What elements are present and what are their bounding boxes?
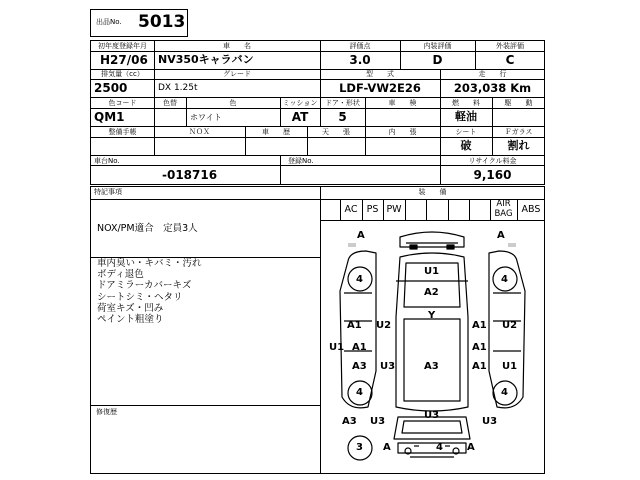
damage-mark: A: [383, 442, 391, 453]
damage-mark: A3: [342, 416, 357, 427]
year-label: 初年度登録年月: [98, 42, 147, 50]
damage-mark: U3: [370, 416, 386, 427]
damage-mark: A1: [472, 361, 487, 372]
displacement-label: 排気量（cc）: [101, 70, 144, 78]
damage-mark: 4: [501, 274, 508, 285]
exterior-grade: C: [505, 53, 515, 67]
remark-item: ボディ退色: [97, 269, 144, 281]
headliner-label: 天 張: [322, 128, 350, 136]
remark-item: シートシミ・ヘタリ: [97, 291, 183, 303]
lot-label: 出品No.: [96, 18, 122, 26]
remark-item: ドアミラーカバーキズ: [97, 280, 192, 292]
recycle-fee: 9,160: [473, 168, 512, 182]
first-registration: H27/06: [100, 53, 148, 67]
color-code: QM1: [94, 110, 125, 124]
damage-mark: 3: [356, 442, 363, 453]
grade-label: グレード: [223, 70, 251, 78]
remarks-list: [97, 258, 202, 325]
damage-mark: 4: [356, 387, 363, 398]
damage-mark: U3: [380, 361, 396, 372]
chassis-number: -018716: [162, 168, 218, 182]
lot-number: 5013: [138, 12, 186, 32]
maintenance-book-label: 整備手帳: [108, 128, 137, 136]
drive-label: 駆 動: [504, 99, 533, 107]
interior-grade-label: 内装評価: [423, 42, 452, 50]
damage-mark: A1: [347, 320, 362, 331]
mileage: 203,038 Km: [453, 81, 532, 95]
mission: AT: [291, 110, 309, 124]
repair-history-label: 修復歴: [96, 408, 117, 416]
model-name: NV350キャラバン: [158, 53, 254, 66]
nox-label: ＮＯＸ: [189, 128, 210, 136]
model-code-label: 型 式: [366, 70, 394, 78]
damage-mark: U3: [482, 416, 498, 427]
nox-pm-note: NOX/PM適合 定員3人: [97, 223, 198, 234]
interior-trim-label: 内 張: [388, 128, 417, 136]
damage-mark: U1: [329, 342, 345, 353]
windshield-label: Ｆガラス: [504, 128, 533, 136]
remark-item: ペイント粗塗り: [97, 314, 164, 326]
color-label: 色: [229, 99, 237, 107]
chassis-label: 車台No.: [94, 157, 120, 165]
recycle-fee-label: リサイクル料金: [468, 157, 517, 165]
color: ホワイト: [190, 113, 222, 122]
damage-mark: U2: [376, 320, 392, 331]
fuel-label: 燃 料: [452, 99, 480, 107]
damage-mark: Y: [428, 310, 436, 321]
equipment-ac: AC: [344, 204, 358, 215]
model-label: 車 名: [223, 42, 251, 50]
damage-mark: A: [357, 230, 365, 241]
damage-mark: A1: [472, 320, 487, 331]
equipment-abs: ABS: [521, 204, 541, 215]
inspection-label: 車 検: [388, 99, 417, 107]
damage-mark: A1: [472, 342, 487, 353]
exterior-grade-label: 外装評価: [496, 42, 524, 50]
damage-mark: 4: [436, 442, 443, 453]
damage-mark: U2: [502, 320, 518, 331]
mileage-label: 走 行: [478, 70, 507, 78]
mission-label: ミッション: [282, 99, 318, 107]
damage-mark: A: [497, 230, 505, 241]
auction-score: 3.0: [349, 53, 371, 67]
color-code-label: 色コード: [108, 99, 137, 107]
damage-mark: 4: [501, 387, 508, 398]
model-code: LDF-VW2E26: [339, 81, 421, 95]
damage-mark: A: [467, 442, 475, 453]
damage-mark: A1: [352, 342, 367, 353]
equipment-pw: PW: [386, 204, 402, 215]
doors-label: ドア・形状: [325, 99, 360, 107]
displacement: 2500: [94, 81, 128, 95]
damage-mark: A3: [424, 361, 439, 372]
remark-item: 車内臭い・キバミ・汚れ: [97, 258, 202, 269]
damage-mark: A3: [352, 361, 367, 372]
equipment-ps: PS: [366, 204, 379, 215]
fuel: 軽油: [455, 110, 477, 123]
seat-label: シート: [455, 128, 477, 136]
damage-mark: 4: [356, 274, 363, 285]
remark-item: 荷室キズ・凹み: [97, 302, 164, 314]
damage-mark: U3: [424, 410, 440, 421]
doors: 5: [338, 110, 347, 124]
grade: DX 1.25t: [158, 83, 198, 93]
damage-mark: A2: [424, 287, 439, 298]
equipment-label: 装 備: [418, 188, 447, 196]
score-label: 評価点: [349, 42, 371, 50]
registration-label: 登録No.: [288, 157, 314, 165]
special-notes-label: 特記事項: [94, 188, 122, 196]
damage-mark: U1: [424, 266, 440, 277]
damage-mark: U1: [502, 361, 518, 372]
windshield-condition: 割れ: [507, 139, 530, 152]
interior-grade: D: [432, 53, 443, 67]
seat-condition: 破: [460, 139, 472, 152]
vehicle-history-label: 車 歴: [262, 128, 290, 136]
color-change-label: 色替: [163, 99, 177, 107]
equipment-airbag: AIR BAG: [494, 199, 513, 219]
